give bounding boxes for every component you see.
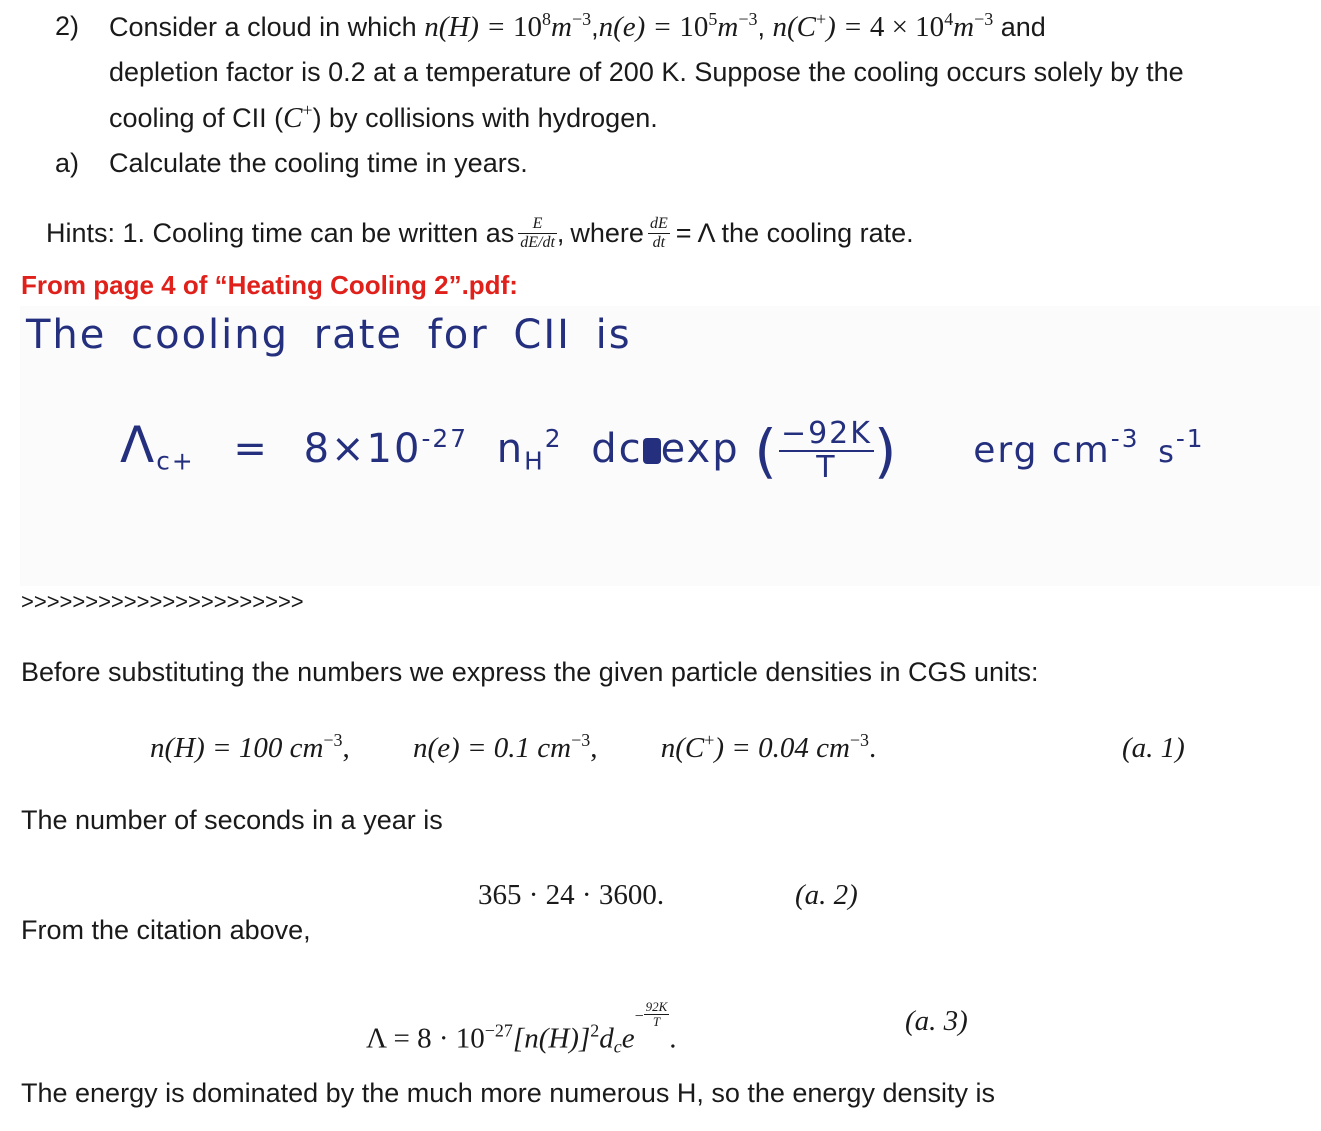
density-c-plus: $n(C^+) = 4 \times 10^4m^{-3}$ (772, 9, 994, 43)
eq-a1-ne: n(e) = 0.1 $cm^{-3}$ (413, 730, 591, 764)
paragraph-cgs-units: Before substituting the numbers we express the given particle densities in CGS units: (21, 657, 1039, 687)
problem-line-2: depletion factor is 0.2 at a temperature of 200 K. Suppose the cooling occurs solely by the (109, 57, 1184, 87)
handwritten-exp-fraction: $\frac{-92K}{T}$ (780, 416, 872, 485)
problem-and: and (1000, 12, 1046, 42)
paragraph-seconds-in-year: The number of seconds in a year is (21, 805, 443, 835)
eq-a3-exponent: − $\frac{92K}{T}$ (634, 999, 668, 1029)
equation-a2 (478, 878, 664, 912)
eq-a1-nc: n(C+) = 0.04 $cm^{-3}$ (660, 730, 870, 764)
paragraph-citation: From the citation above, (21, 915, 311, 945)
hints-lead: Hints: 1. Cooling time can be written as (46, 218, 515, 248)
eq-a2-label: (a. 2) (795, 879, 858, 911)
hints-line: Hints: 1. Cooling time can be written as $\frac{E}{dE/dt}$ , where $\frac{dE}{dt}$ = Λ the cooling rate. (46, 214, 914, 251)
handwritten-formula: $\Lambda_{c+} = 8\times 10^{-27}$ $n_H^2$ dc exp ( $\frac{-92K}{T}$ ) erg $cm^{-3}$ $s^{-1}$ (120, 416, 1205, 485)
part-label: a) (55, 148, 80, 178)
ink-blot (643, 438, 661, 464)
cooling-time-fraction: $\frac{E}{dE/dt}$ (520, 214, 555, 251)
hints-tail: = Λ the cooling rate. (675, 218, 914, 248)
equation-a1: n(H) = 100 $cm^{-3}$, n(e) = 0.1 $cm^{-3}$, n(C+) = 0.04 $cm^{-3}$. (a. 1) (150, 730, 1185, 764)
handwritten-citation (20, 306, 1320, 586)
hints-where: where (570, 218, 644, 248)
density-e: $n(e) = 10^5m^{-3}$ (598, 9, 758, 43)
density-h: $n(H) = 10^8m^{-3}$ (424, 9, 592, 43)
part-text: Calculate the cooling time in years. (109, 148, 528, 178)
problem-number: 2) (55, 11, 80, 41)
eq-a1-nh: n(H) = 100 $cm^{-3}$ (150, 730, 343, 764)
separator-arrows: >>>>>>>>>>>>>>>>>>>>>> (21, 589, 304, 614)
eq-a2-expr: 365 · 24 · 3600. (478, 879, 665, 911)
c-plus-ion: C+ (283, 100, 313, 134)
source-reference: From page 4 of “Heating Cooling 2”.pdf: (21, 270, 518, 300)
eq-a1-label: (a. 1) (1122, 732, 1185, 764)
problem-lead: Consider a cloud in which (109, 12, 417, 42)
derivative-fraction: $\frac{dE}{dt}$ (649, 214, 668, 251)
eq-a3-label: (a. 3) (905, 1005, 968, 1037)
problem-line-3: cooling of CII (C+) by collisions with hydrogen. (109, 100, 658, 134)
handwritten-line-1: The cooling rate for CII is (26, 312, 632, 358)
problem-line-1: Consider a cloud in which $n(H) = 10^8m^{-3},n(e) = 10^5m^{-3}$, $n(C^+) = 4 \times 10^4m^{-3}$ and (109, 9, 1046, 43)
paragraph-energy-density: The energy is dominated by the much more numerous H, so the energy density is (21, 1078, 995, 1108)
equation-a3: $\Lambda = 8 \cdot 10^{-27}[n(H)]^2d_ce-$ $\frac{92K}{T}$ . (366, 999, 677, 1057)
